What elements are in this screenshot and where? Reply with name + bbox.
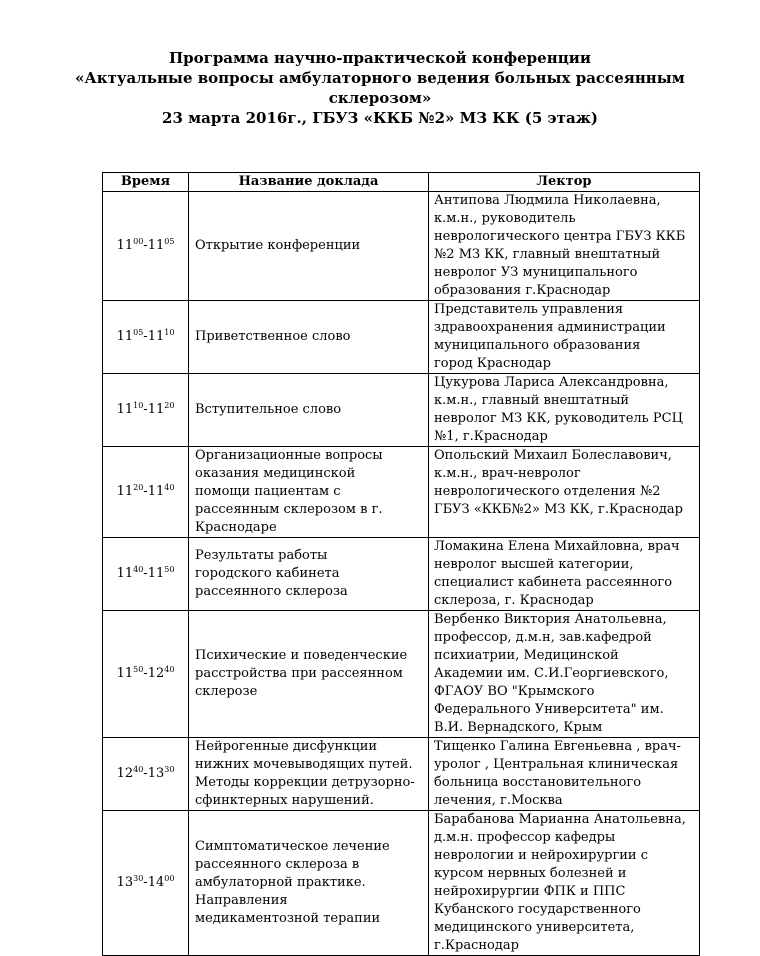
table-row: [103, 611, 700, 738]
lecturer-line: муниципального образования: [434, 338, 641, 353]
report-title-line: Методы коррекции детрузорно-: [195, 775, 415, 790]
report-title-line: амбулаторной практике.: [195, 875, 366, 890]
column-header-time: Время: [103, 173, 189, 192]
report-title-line: расстройства при рассеянном: [195, 666, 403, 681]
session-time: [103, 301, 189, 374]
lecturer-info: [429, 301, 700, 374]
header-topic: «Актуальные вопросы амбулаторного ведения больных рассеянным: [75, 69, 685, 87]
time-end-hour: 12: [147, 666, 165, 681]
table-row: [103, 192, 700, 301]
header-date-venue: 23 марта 2016г., ГБУЗ «ККБ №2» МЗ КК (5 этаж): [162, 109, 598, 127]
time-start-hour: 11: [116, 329, 134, 344]
time-separator: -: [143, 238, 148, 253]
table-row: [103, 447, 700, 538]
lecturer-line: ГБУЗ «ККБ№2» МЗ КК, г.Краснодар: [434, 502, 683, 517]
time-end-hour: 11: [147, 329, 165, 344]
time-start-minute: 30: [133, 874, 144, 883]
time-end-minute: 10: [164, 328, 175, 337]
report-title-line: Психические и поведенческие: [195, 648, 408, 663]
report-title: [189, 374, 429, 447]
time-end-hour: 11: [147, 566, 165, 581]
program-header: [0, 48, 760, 128]
report-title-line: Организационные вопросы: [195, 448, 383, 463]
time-start-hour: 11: [116, 666, 134, 681]
lecturer-line: больница восстановительного: [434, 775, 642, 790]
lecturer-line: медицинского университета,: [434, 920, 635, 935]
lecturer-line: г.Краснодар: [434, 938, 519, 953]
time-separator: -: [143, 566, 148, 581]
table-row: [103, 374, 700, 447]
report-title-line: городского кабинета: [195, 566, 340, 581]
time-separator: -: [143, 666, 148, 681]
lecturer-info: [429, 447, 700, 538]
lecturer-line: Федерального Университета" им.: [434, 702, 664, 717]
lecturer-info: [429, 192, 700, 301]
lecturer-line: Антипова Людмила Николаевна,: [434, 193, 661, 208]
report-title: [189, 738, 429, 811]
report-title: [189, 611, 429, 738]
report-title-line: Результаты работы: [195, 548, 328, 563]
lecturer-line: невролог УЗ муниципального: [434, 265, 638, 280]
time-start-minute: 10: [133, 401, 144, 410]
lecturer-line: невролог высшей категории,: [434, 557, 634, 572]
lecturer-line: неврологического отделения №2: [434, 484, 661, 499]
lecturer-line: Кубанского государственного: [434, 902, 641, 917]
time-start-minute: 40: [133, 565, 144, 574]
time-end-minute: 40: [164, 665, 175, 674]
report-title-line: Приветственное слово: [195, 329, 351, 344]
report-title-line: склерозе: [195, 684, 258, 699]
column-header-title: Название доклада: [189, 173, 429, 192]
lecturer-info: [429, 811, 700, 956]
time-end-minute: 20: [164, 401, 175, 410]
time-separator: -: [143, 329, 148, 344]
time-start-hour: 13: [116, 875, 134, 890]
time-start-hour: 11: [116, 484, 134, 499]
report-title: [189, 192, 429, 301]
lecturer-line: психиатрии, Медицинской: [434, 648, 619, 663]
report-title-line: медикаментозной терапии: [195, 911, 381, 926]
report-title-line: помощи пациентам с: [195, 484, 341, 499]
lecturer-line: ФГАОУ ВО "Крымского: [434, 684, 595, 699]
lecturer-line: к.м.н., главный внештатный: [434, 393, 630, 408]
lecturer-line: склероза, г. Краснодар: [434, 593, 594, 608]
report-title-line: Вступительное слово: [195, 402, 342, 417]
header-title: Программа научно-практической конференции: [168, 49, 592, 67]
time-start-minute: 00: [133, 237, 144, 246]
time-start-minute: 50: [133, 665, 144, 674]
lecturer-line: нейрохирургии ФПК и ППС: [434, 884, 626, 899]
lecturer-line: курсом нервных болезней и: [434, 866, 627, 881]
lecturer-line: Цукурова Лариса Александровна,: [434, 375, 669, 390]
time-start-hour: 11: [116, 566, 134, 581]
table-row: [103, 538, 700, 611]
lecturer-line: Вербенко Виктория Анатольевна,: [434, 612, 667, 627]
time-separator: -: [143, 875, 148, 890]
lecturer-info: [429, 374, 700, 447]
time-end-hour: 13: [147, 766, 165, 781]
report-title: [189, 447, 429, 538]
lecturer-line: д.м.н. профессор кафедры: [434, 830, 616, 845]
session-time: [103, 611, 189, 738]
lecturer-line: специалист кабинета рассеянного: [434, 575, 673, 590]
lecturer-line: уролог , Центральная клиническая: [434, 757, 679, 772]
lecturer-line: Ломакина Елена Михайловна, врач: [434, 539, 680, 554]
report-title: [189, 301, 429, 374]
time-end-hour: 11: [147, 402, 165, 417]
report-title-line: Открытие конференции: [195, 238, 361, 253]
table-row: [103, 738, 700, 811]
lecturer-line: Тищенко Галина Евгеньевна , врач-: [434, 739, 681, 754]
session-time: [103, 192, 189, 301]
table-row: [103, 811, 700, 956]
session-time: [103, 374, 189, 447]
report-title: [189, 538, 429, 611]
report-title-line: Нейрогенные дисфункции: [195, 739, 378, 754]
lecturer-line: Барабанова Марианна Анатольевна,: [434, 812, 686, 827]
lecturer-line: невролог МЗ КК, руководитель РСЦ: [434, 411, 683, 426]
lecturer-line: профессор, д.м.н, зав.кафедрой: [434, 630, 652, 645]
time-start-minute: 40: [133, 765, 144, 774]
time-start-hour: 11: [116, 238, 134, 253]
report-title-line: рассеянным склерозом в г.: [195, 502, 383, 517]
lecturer-line: к.м.н., руководитель: [434, 211, 576, 226]
lecturer-line: №2 МЗ КК, главный внештатный: [434, 247, 661, 262]
time-end-minute: 50: [164, 565, 175, 574]
session-time: [103, 538, 189, 611]
lecturer-info: [429, 611, 700, 738]
lecturer-line: неврологического центра ГБУЗ ККБ: [434, 229, 686, 244]
lecturer-line: В.И. Вернадского, Крым: [434, 720, 603, 735]
lecturer-line: Академии им. С.И.Георгиевского,: [434, 666, 669, 681]
time-separator: -: [143, 402, 148, 417]
time-start-hour: 11: [116, 402, 134, 417]
report-title-line: Симптоматическое лечение: [195, 839, 390, 854]
session-time: [103, 738, 189, 811]
time-end-minute: 05: [164, 237, 175, 246]
time-end-hour: 11: [147, 484, 165, 499]
lecturer-line: к.м.н., врач-невролог: [434, 466, 581, 481]
time-end-minute: 00: [164, 874, 175, 883]
lecturer-line: Представитель управления: [434, 302, 624, 317]
report-title-line: Направления: [195, 893, 288, 908]
session-time: [103, 447, 189, 538]
lecturer-line: №1, г.Краснодар: [434, 429, 548, 444]
time-end-minute: 30: [164, 765, 175, 774]
time-start-minute: 20: [133, 483, 144, 492]
header-topic-cont: склерозом»: [328, 89, 432, 107]
session-time: [103, 811, 189, 956]
column-header-lecturer: Лектор: [429, 173, 700, 192]
time-end-minute: 40: [164, 483, 175, 492]
report-title-line: рассеянного склероза: [195, 584, 348, 599]
lecturer-info: [429, 538, 700, 611]
table-row: [103, 301, 700, 374]
report-title-line: оказания медицинской: [195, 466, 356, 481]
time-start-minute: 05: [133, 328, 144, 337]
table-header-row: [103, 173, 700, 192]
lecturer-line: лечения, г.Москва: [434, 793, 563, 808]
program-table: [102, 172, 700, 956]
time-separator: -: [143, 766, 148, 781]
lecturer-info: [429, 738, 700, 811]
report-title: [189, 811, 429, 956]
report-title-line: нижних мочевыводящих путей.: [195, 757, 413, 772]
time-separator: -: [143, 484, 148, 499]
time-end-hour: 14: [147, 875, 165, 890]
report-title-line: Краснодаре: [195, 520, 277, 535]
lecturer-line: образования г.Краснодар: [434, 283, 611, 298]
lecturer-line: Опольский Михаил Болеславович,: [434, 448, 672, 463]
time-start-hour: 12: [116, 766, 134, 781]
lecturer-line: неврологии и нейрохирургии с: [434, 848, 648, 863]
time-end-hour: 11: [147, 238, 165, 253]
lecturer-line: город Краснодар: [434, 356, 551, 371]
report-title-line: рассеянного склероза в: [195, 857, 360, 872]
report-title-line: сфинктерных нарушений.: [195, 793, 374, 808]
lecturer-line: здравоохранения администрации: [434, 320, 666, 335]
